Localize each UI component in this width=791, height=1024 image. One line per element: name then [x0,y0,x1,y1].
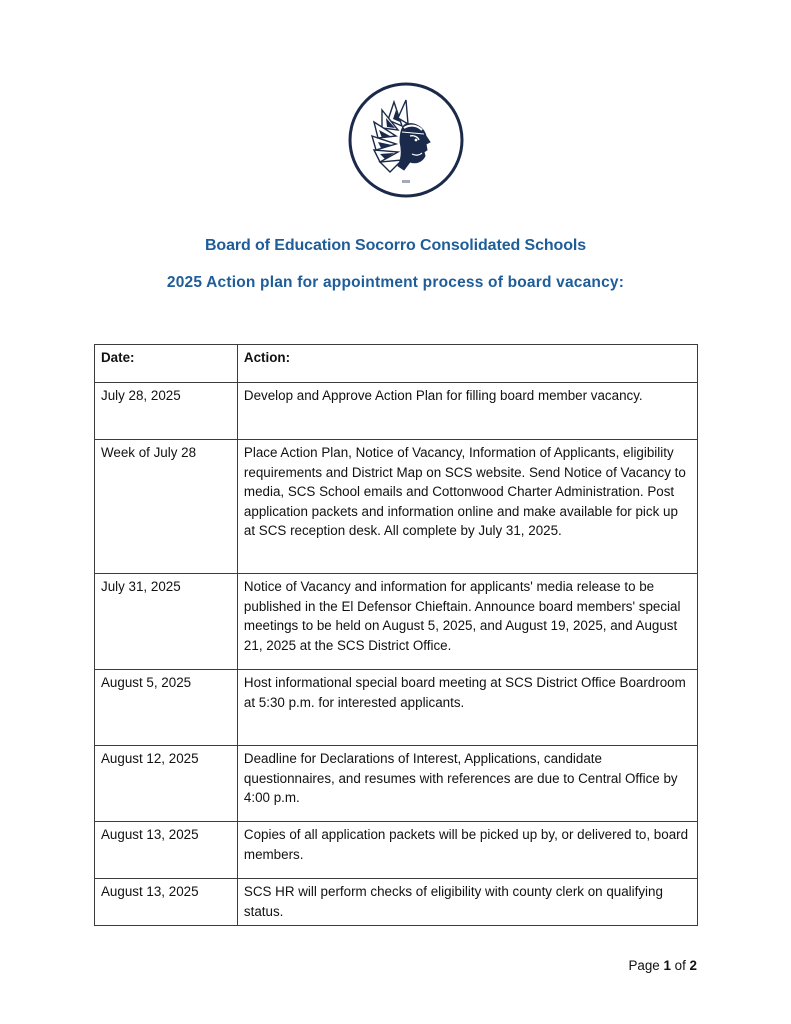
page-title: Board of Education Socorro Consolidated Schools [204,237,587,254]
action-plan-table [94,344,698,926]
table-row [95,574,698,670]
chief-headdress-logo-icon [346,80,466,200]
row-date: July 28, 2025 [95,383,238,440]
action-column-header: Action: [237,345,697,383]
row-date: August 13, 2025 [95,879,238,926]
row-action: Develop and Approve Action Plan for filling board member vacancy. [237,383,697,440]
date-column-header: Date: [95,345,238,383]
row-date: August 13, 2025 [95,822,238,879]
table-header-row [95,345,698,383]
row-action: SCS HR will perform checks of eligibility with county clerk on qualifying status. [237,879,697,926]
table-row [95,383,698,440]
page-number [628,958,697,973]
row-action: Copies of all application packets will be picked up by, or delivered to, board members. [237,822,697,879]
page-subtitle: 2025 Action plan for appointment process of board vacancy: [166,274,625,291]
row-action: Notice of Vacancy and information for applicants' media release to be published in the El Defensor Chieftain. Announce board members' special meetings to be held on August 5, 2025, and August 19, 2025, and August 21, 2025 at the SCS District Office. [237,574,697,670]
row-action: Deadline for Declarations of Interest, Applications, candidate questionnaires, and resumes with references are due to Central Office by 4:00 p.m. [237,746,697,822]
table-row [95,746,698,822]
table-row [95,822,698,879]
page-current: 1 [663,958,671,973]
row-date: August 12, 2025 [95,746,238,822]
row-date: Week of July 28 [95,440,238,574]
row-action: Host informational special board meeting at SCS District Office Boardroom at 5:30 p.m. for interested applicants. [237,670,697,746]
page-of: of [674,958,686,973]
school-logo [346,80,466,200]
row-action: Place Action Plan, Notice of Vacancy, Information of Applicants, eligibility requirements and District Map on SCS website. Send Notice of Vacancy to media, SCS School emails and Cottonwood Charter Administration. Post application packets and information online and make available for pick up at SCS reception desk. All complete by July 31, 2025. [237,440,697,574]
table-row [95,670,698,746]
table-row [95,879,698,926]
page-label: Page [628,958,660,973]
table-row [95,440,698,574]
page-total: 2 [689,958,697,973]
row-date: August 5, 2025 [95,670,238,746]
row-date: July 31, 2025 [95,574,238,670]
